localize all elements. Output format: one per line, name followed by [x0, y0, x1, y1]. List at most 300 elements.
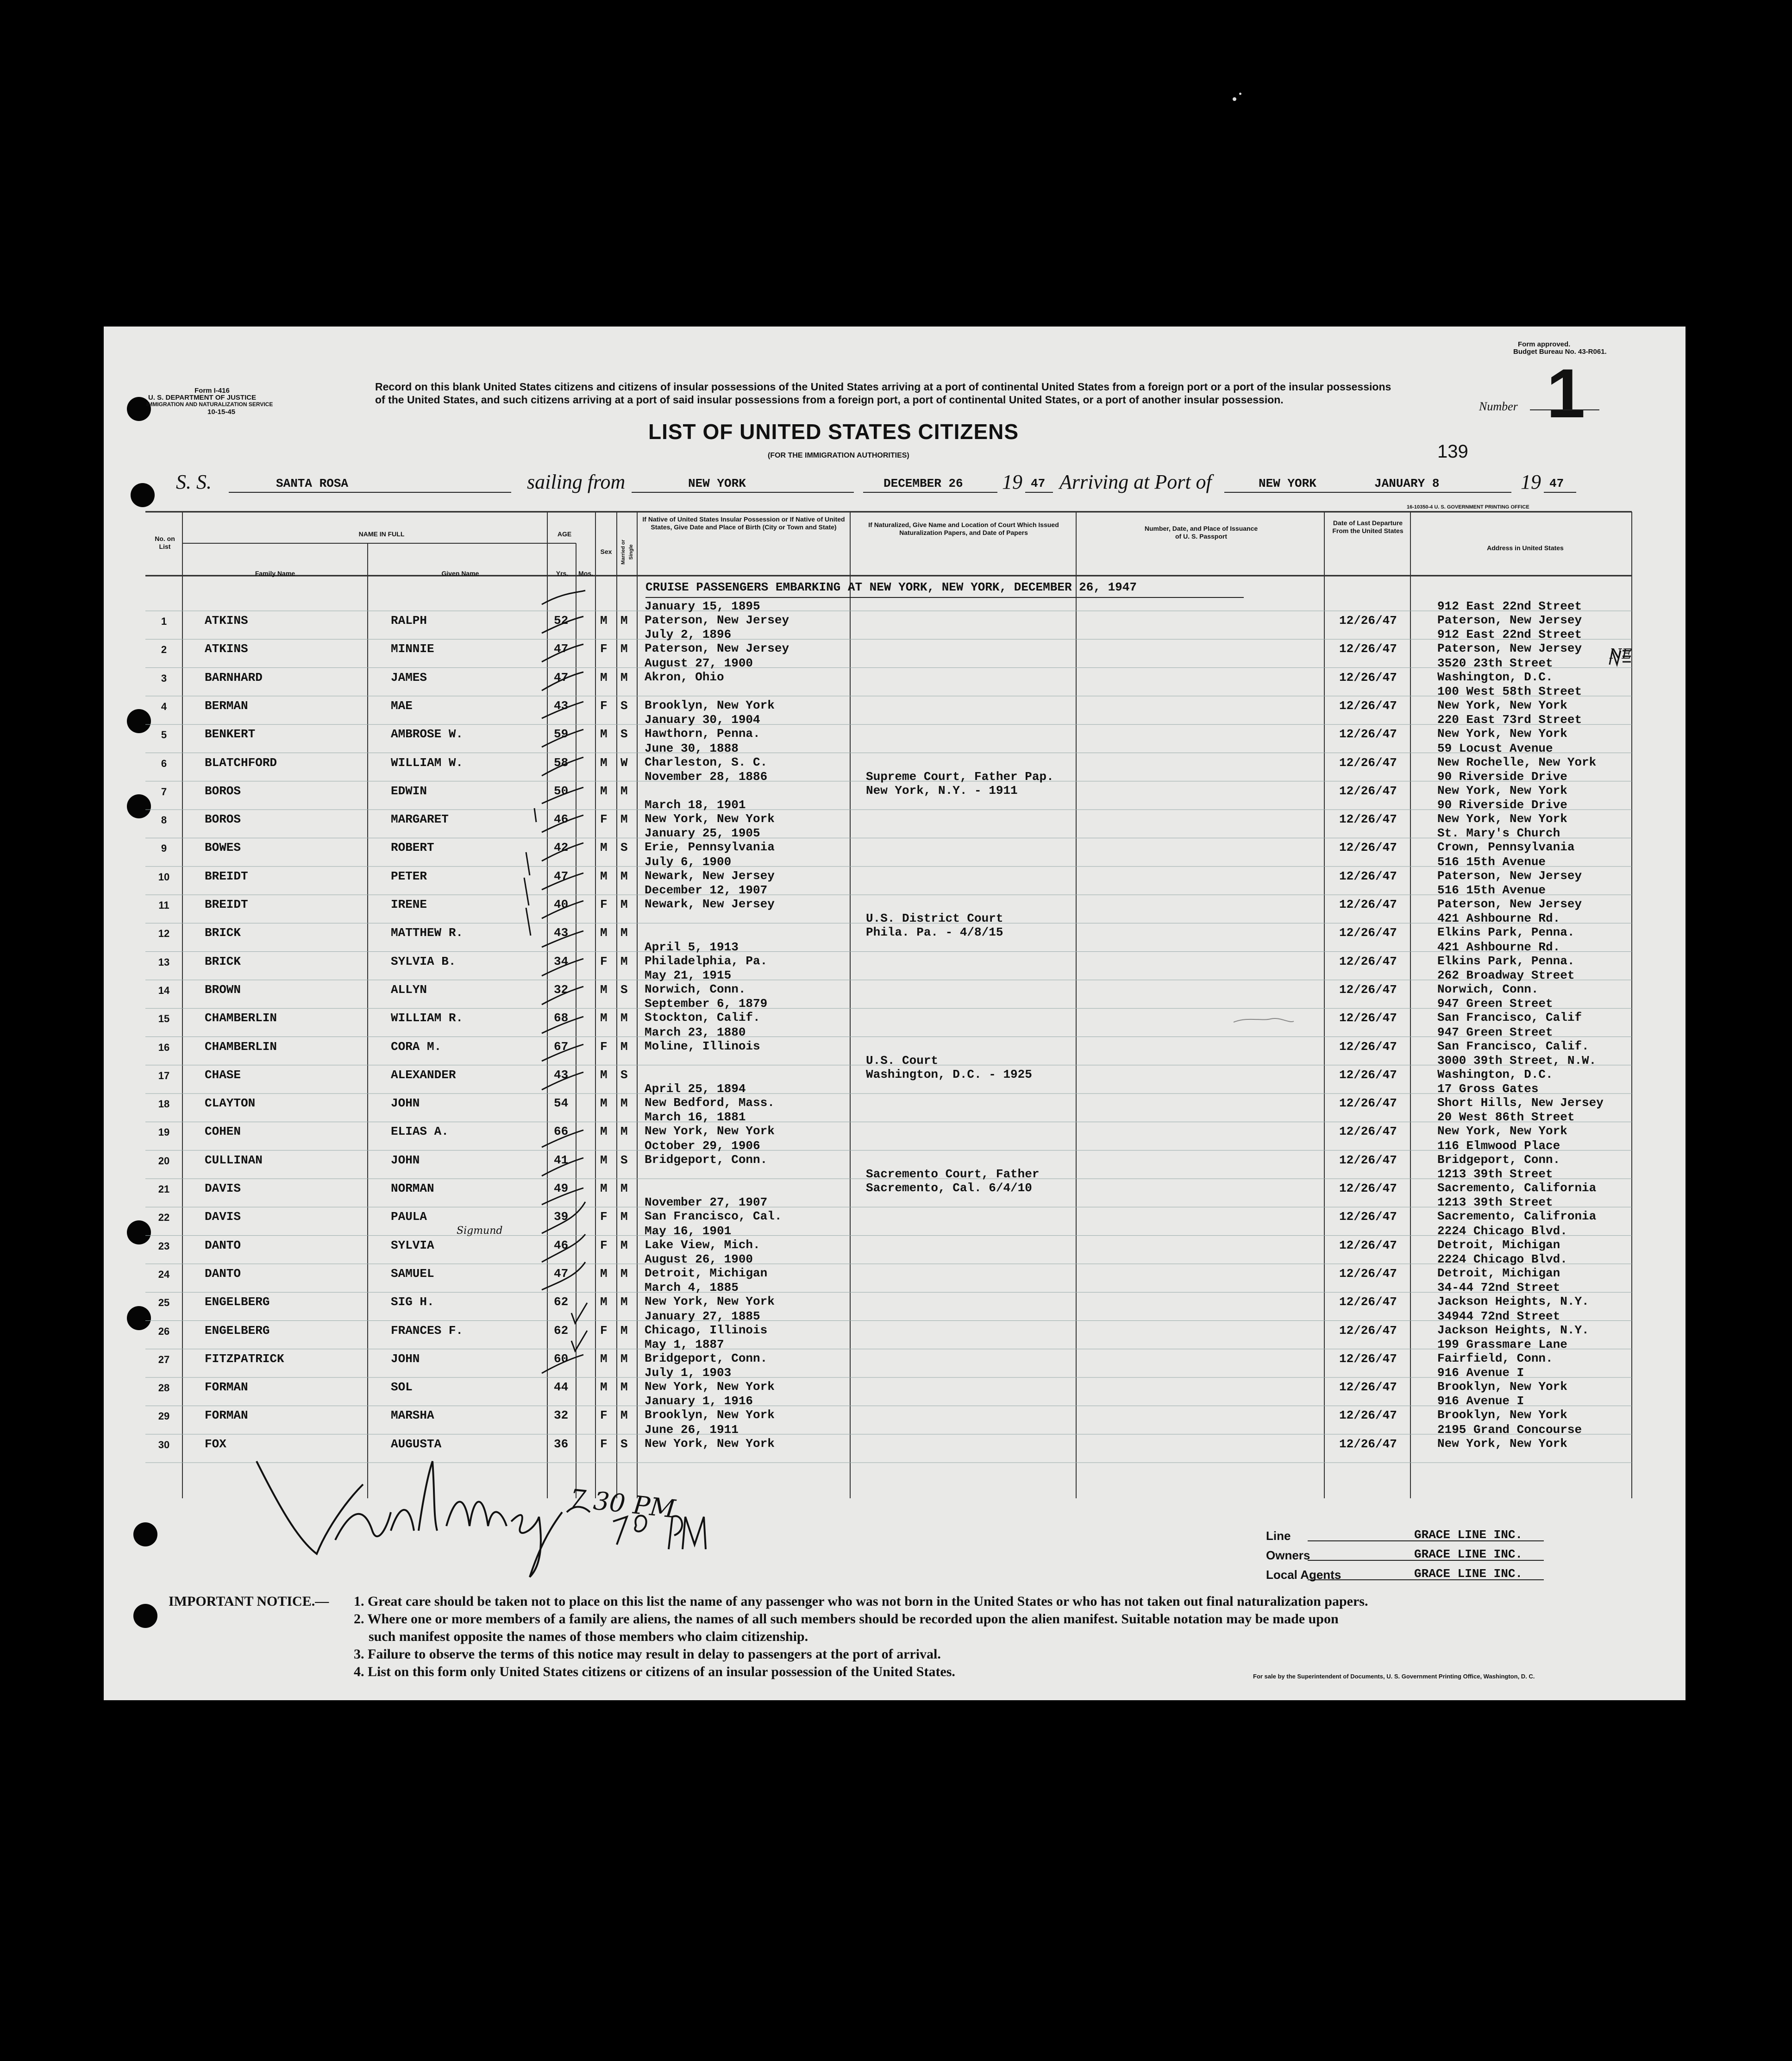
address-street: 17 Gross Gates: [1437, 1082, 1539, 1096]
birth-date: April 25, 1894: [645, 1082, 746, 1096]
row-number: 12: [158, 928, 170, 940]
sex: M: [600, 1266, 608, 1281]
departure-date: 12/26/47: [1339, 1096, 1397, 1111]
line-value: GRACE LINE INC.: [1414, 1528, 1523, 1542]
address-street: 3520 23th Street: [1437, 656, 1553, 670]
birth-place: Lake View, Mich.: [645, 1238, 760, 1252]
col-sex: Sex: [600, 548, 612, 555]
intro-text: Record on this blank United States citizens and citizens of insular possessions of the United States arriving at a port of continental United States from a foreign port or a port of the insular possessions of the United States, and such citizens arriving at a port of said insular possessions from a foreign port, a port of continental United States, or a port of another insular possession.: [375, 381, 1391, 406]
given-name: WILLIAM R.: [391, 1011, 464, 1025]
notice-item: 1. Great care should be taken not to place on this list the name of any passenger who was not born in the United States or who has not taken out final naturalization papers.: [354, 1594, 1368, 1609]
given-name: SIG H.: [391, 1295, 434, 1309]
departure-date: 12/26/47: [1339, 1238, 1397, 1252]
col-married-single: Married or Single: [620, 540, 634, 565]
address-street: 1213 39th Street: [1437, 1195, 1553, 1210]
age-years: 46: [554, 812, 569, 827]
birth-date: April 5, 1913: [645, 940, 739, 954]
notice-item: such manifest opposite the names of those members who claim citizenship.: [369, 1629, 808, 1644]
birth-date: July 2, 1896: [645, 628, 732, 642]
family-name: DAVIS: [205, 1210, 241, 1224]
given-name: MARSHA: [391, 1408, 434, 1423]
sex: M: [600, 755, 608, 770]
marital-status: M: [620, 898, 628, 911]
marital-status: W: [620, 755, 628, 770]
arrival-date: JANUARY 8: [1374, 477, 1440, 490]
handwritten-ne: NE: [1610, 646, 1632, 662]
sex: F: [600, 1408, 608, 1423]
sex: F: [600, 698, 608, 713]
given-name: NORMAN: [391, 1181, 434, 1195]
address-city: Brooklyn, New York: [1437, 1380, 1567, 1394]
sex: F: [600, 898, 608, 911]
row-number: 24: [158, 1268, 170, 1280]
row-number: 21: [158, 1183, 170, 1195]
row-number: 28: [158, 1382, 170, 1394]
sex: M: [600, 727, 608, 741]
marital-status: M: [620, 954, 628, 968]
row-number: 30: [158, 1439, 170, 1451]
address-city: Brooklyn, New York: [1437, 1408, 1567, 1422]
age-years: 46: [554, 1238, 569, 1252]
departure-date: 12/26/47: [1339, 1210, 1397, 1224]
number-value: 1: [1547, 354, 1585, 432]
address-street: 916 Avenue I: [1437, 1366, 1524, 1380]
address-street: 20 West 86th Street: [1437, 1110, 1575, 1125]
departure-date: 12/26/47: [1339, 670, 1397, 685]
family-name: BOROS: [205, 784, 241, 798]
given-name: MATTHEW R.: [391, 926, 464, 940]
birth-place: New York, New York: [645, 1436, 775, 1451]
address-city: San Francisco, Calif.: [1437, 1039, 1589, 1053]
family-name: ATKINS: [205, 614, 248, 628]
address-city: Washington, D.C.: [1437, 670, 1553, 684]
agents-label: Local Agents: [1266, 1568, 1341, 1582]
address-city: Elkins Park, Penna.: [1437, 954, 1575, 968]
address-street: 2195 Grand Concourse: [1437, 1422, 1582, 1437]
address-street: 516 15th Avenue: [1437, 855, 1546, 869]
birth-date: January 27, 1885: [645, 1309, 760, 1323]
address-city: Jackson Heights, N.Y.: [1437, 1294, 1589, 1309]
sex: M: [600, 1380, 608, 1395]
address-street: 90 Riverside Drive: [1437, 769, 1567, 784]
sex: M: [600, 1125, 608, 1139]
marital-status: S: [620, 1437, 628, 1451]
address-city: Detroit, Michigan: [1437, 1238, 1560, 1252]
family-name: ENGELBERG: [205, 1323, 270, 1338]
sex: F: [600, 812, 608, 827]
birth-date: September 6, 1879: [645, 997, 768, 1011]
address-street: 516 15th Avenue: [1437, 883, 1546, 897]
col-name-in-full: NAME IN FULL: [358, 530, 405, 538]
marital-status: S: [620, 1068, 628, 1082]
handwritten-sigmund: Sigmund: [457, 1225, 503, 1237]
row-number: 5: [161, 729, 167, 741]
sex: M: [600, 1096, 608, 1111]
birth-place: New York, New York: [645, 1124, 775, 1138]
owners-label: Owners: [1266, 1548, 1310, 1562]
departure-date: 12/26/47: [1339, 755, 1397, 770]
address-city: New York, New York: [1437, 727, 1567, 741]
section-heading: CRUISE PASSENGERS EMBARKING AT NEW YORK, NEW YORK, DECEMBER 26, 1947: [645, 580, 1137, 594]
birth-place: Newark, New Jersey: [645, 868, 775, 883]
departure-date: 12/26/47: [1339, 1011, 1397, 1025]
departure-date: 12/26/47: [1339, 841, 1397, 855]
address-city: New York, New York: [1437, 698, 1567, 712]
given-name: PAULA: [391, 1210, 427, 1224]
birth-date: March 18, 1901: [645, 798, 746, 812]
family-name: FITZPATRICK: [205, 1351, 284, 1366]
marital-status: M: [620, 1039, 628, 1054]
address-street: St. Mary's Church: [1437, 826, 1560, 841]
sex: F: [600, 1323, 608, 1338]
family-name: ENGELBERG: [205, 1295, 270, 1309]
birth-date: January 30, 1904: [645, 713, 760, 727]
birth-place: New York, New York: [645, 1294, 775, 1309]
address-city: Paterson, New Jersey: [1437, 613, 1582, 627]
address-street: 912 East 22nd Street: [1437, 599, 1582, 613]
address-city: Paterson, New Jersey: [1437, 641, 1582, 656]
ss-label: S. S.: [176, 471, 212, 493]
age-years: 62: [554, 1323, 569, 1338]
birth-place: Brooklyn, New York: [645, 698, 775, 712]
sex: F: [600, 954, 608, 968]
notice-item: 3. Failure to observe the terms of this notice may result in delay to passengers at the port of arrival.: [354, 1646, 941, 1662]
departure-date: 12/26/47: [1339, 614, 1397, 628]
dust-speck: [1239, 93, 1241, 95]
given-name: MARGARET: [391, 812, 449, 827]
family-name: BROWN: [205, 982, 241, 997]
age-years: 34: [554, 954, 569, 968]
departure-date: 12/26/47: [1339, 926, 1397, 940]
row-number: 2: [161, 644, 167, 656]
row-number: 29: [158, 1410, 170, 1422]
family-name: BLATCHFORD: [205, 755, 277, 770]
age-years: 39: [554, 1210, 569, 1224]
age-years: 43: [554, 698, 569, 713]
marital-status: M: [620, 1408, 628, 1423]
number-label: Number: [1479, 400, 1518, 413]
sex: M: [600, 1068, 608, 1082]
marital-status: M: [620, 670, 628, 685]
departure-date: 12/26/47: [1339, 1408, 1397, 1423]
given-name: WILLIAM W.: [391, 755, 464, 770]
departure-date: 12/26/47: [1339, 698, 1397, 713]
family-name: BREIDT: [205, 898, 248, 911]
family-name: FORMAN: [205, 1408, 248, 1423]
given-name: EDWIN: [391, 784, 427, 798]
birth-place: Hawthorn, Penna.: [645, 727, 760, 741]
dust-speck: [1233, 97, 1236, 101]
address-street: 59 Locust Avenue: [1437, 741, 1553, 755]
age-years: 36: [554, 1437, 569, 1451]
address-city: New York, New York: [1437, 1124, 1567, 1138]
address-street: 34-44 72nd Street: [1437, 1281, 1560, 1295]
col-given-name: Given Name: [441, 570, 479, 577]
marital-status: M: [620, 614, 628, 628]
departure-date: 12/26/47: [1339, 727, 1397, 741]
given-name: RALPH: [391, 614, 427, 628]
family-name: BARNHARD: [205, 670, 263, 685]
address-city: Crown, Pennsylvania: [1437, 840, 1575, 855]
birth-date: January 15, 1895: [645, 599, 760, 613]
address-street: 2224 Chicago Blvd.: [1437, 1252, 1567, 1266]
birth-place: Philadelphia, Pa.: [645, 954, 768, 968]
sex: F: [600, 1437, 608, 1451]
sex: F: [600, 1210, 608, 1224]
age-years: 43: [554, 1068, 569, 1082]
birth-date: May 16, 1901: [645, 1224, 732, 1238]
sex: M: [600, 982, 608, 997]
birth-date: July 1, 1903: [645, 1366, 732, 1380]
notice-heading: IMPORTANT NOTICE.—: [169, 1594, 329, 1609]
given-name: ALEXANDER: [391, 1068, 456, 1082]
departure-date: 12/26/47: [1339, 1323, 1397, 1338]
marital-status: S: [620, 1153, 628, 1167]
col-age: AGE: [557, 530, 572, 538]
address-city: Norwich, Conn.: [1437, 982, 1539, 996]
sex: M: [600, 841, 608, 855]
address-city: New York, New York: [1437, 812, 1567, 826]
form-id: Form I-416: [194, 387, 230, 395]
address-city: Elkins Park, Penna.: [1437, 925, 1575, 940]
given-name: ROBERT: [391, 841, 434, 855]
col-passport: Number, Date, and Place of Issuance of U. S. Passport: [1144, 525, 1258, 540]
family-name: DANTO: [205, 1266, 241, 1281]
from-year: 47: [1031, 477, 1046, 490]
given-name: JOHN: [391, 1351, 420, 1366]
birth-place: Norwich, Conn.: [645, 982, 746, 996]
notice-item: 4. List on this form only United States citizens or citizens of an insular possession of the United States.: [354, 1664, 955, 1679]
sailing-label: sailing from: [527, 471, 626, 493]
birth-date: March 16, 1881: [645, 1110, 746, 1125]
row-number: 25: [158, 1297, 170, 1309]
marital-status: S: [620, 698, 628, 713]
naturalization-court: U.S. Court: [866, 1053, 939, 1068]
arriving-label: Arriving at Port of: [1059, 471, 1212, 493]
age-years: 43: [554, 926, 569, 940]
address-street: 947 Green Street: [1437, 1025, 1553, 1039]
col-naturalized: If Naturalized, Give Name and Location of Court Which Issued Naturalization Papers, and Date of Papers: [868, 521, 1059, 536]
page-title: LIST OF UNITED STATES CITIZENS: [648, 420, 1019, 444]
naturalization-court: Supreme Court, Father Pap.: [866, 769, 1054, 784]
birth-place: Akron, Ohio: [645, 670, 724, 684]
sex: M: [600, 670, 608, 685]
marital-status: S: [620, 982, 628, 997]
address-city: New Rochelle, New York: [1437, 755, 1597, 769]
family-name: BENKERT: [205, 727, 256, 741]
given-name: SYLVIA B.: [391, 954, 456, 968]
age-years: 58: [554, 755, 569, 770]
departure-date: 12/26/47: [1339, 869, 1397, 883]
agents-value: GRACE LINE INC.: [1414, 1567, 1523, 1581]
printer-code: 16-10350-4 U. S. GOVERNMENT PRINTING OFFICE: [1407, 504, 1529, 510]
marital-status: M: [620, 1011, 628, 1025]
address-city: San Francisco, Calif: [1437, 1011, 1582, 1025]
sex: F: [600, 642, 608, 656]
naturalization-court: U.S. District Court: [866, 911, 1003, 926]
sex: F: [600, 1039, 608, 1054]
age-years: 32: [554, 982, 569, 997]
row-number: 16: [158, 1041, 170, 1053]
given-name: SAMUEL: [391, 1266, 434, 1281]
departure-date: 12/26/47: [1339, 1380, 1397, 1395]
address-city: Paterson, New Jersey: [1437, 868, 1582, 883]
sale-line: For sale by the Superintendent of Documents, U. S. Government Printing Office, Washington, D. C.: [1253, 1673, 1535, 1680]
age-years: 50: [554, 784, 569, 798]
address-city: Detroit, Michigan: [1437, 1266, 1560, 1280]
birth-place: Detroit, Michigan: [645, 1266, 768, 1280]
marital-status: M: [620, 1380, 628, 1395]
address-street: 220 East 73rd Street: [1437, 713, 1582, 727]
row-number: 19: [158, 1126, 170, 1138]
age-years: 67: [554, 1039, 569, 1054]
birth-date: June 26, 1911: [645, 1422, 739, 1437]
address-street: 421 Ashbourne Rd.: [1437, 940, 1560, 954]
address-city: Washington, D.C.: [1437, 1067, 1553, 1081]
family-name: BERMAN: [205, 698, 248, 713]
age-years: 44: [554, 1380, 569, 1395]
birth-date: January 25, 1905: [645, 826, 760, 841]
address-street: 2224 Chicago Blvd.: [1437, 1224, 1567, 1238]
col-birth: If Native of United States Insular Possession or If Native of United States, Give Date and Place of Birth (City or Town and State): [642, 515, 845, 531]
departure-date: 12/26/47: [1339, 1351, 1397, 1366]
birth-place: Moline, Illinois: [645, 1039, 760, 1053]
age-years: 66: [554, 1125, 569, 1139]
address-street: 90 Riverside Drive: [1437, 798, 1567, 812]
address-city: Paterson, New Jersey: [1437, 897, 1582, 911]
marital-status: M: [620, 1266, 628, 1281]
row-number: 17: [158, 1069, 170, 1081]
departure-date: 12/26/47: [1339, 1266, 1397, 1281]
marital-status: M: [620, 1238, 628, 1252]
col-no-on-list: No. on List: [155, 535, 175, 550]
given-name: MAE: [391, 698, 413, 713]
age-years: 49: [554, 1181, 569, 1195]
birth-date: July 6, 1900: [645, 855, 732, 869]
family-name: ATKINS: [205, 642, 248, 656]
given-name: PETER: [391, 869, 427, 883]
page-subtitle: (FOR THE IMMIGRATION AUTHORITIES): [768, 452, 909, 459]
row-number: 13: [158, 956, 170, 968]
birth-place: Newark, New Jersey: [645, 897, 775, 911]
sex: M: [600, 1295, 608, 1309]
birth-date: August 26, 1900: [645, 1252, 753, 1266]
manifest-page: [104, 327, 1685, 1700]
family-name: FORMAN: [205, 1380, 248, 1395]
departure-date: 12/26/47: [1339, 812, 1397, 827]
row-number: 8: [161, 814, 167, 826]
birth-date: November 27, 1907: [645, 1195, 768, 1210]
family-name: BOROS: [205, 812, 241, 827]
address-street: 100 West 58th Street: [1437, 684, 1582, 698]
marital-status: M: [620, 1210, 628, 1224]
birth-place: San Francisco, Cal.: [645, 1209, 782, 1224]
age-years: 47: [554, 670, 569, 685]
sex: M: [600, 1181, 608, 1195]
address-city: Sacremento, California: [1437, 1181, 1597, 1195]
birth-place: Paterson, New Jersey: [645, 613, 789, 627]
family-name: DAVIS: [205, 1181, 241, 1195]
sex: F: [600, 1238, 608, 1252]
row-number: 10: [158, 871, 170, 883]
family-name: FOX: [205, 1437, 226, 1451]
given-name: ALLYN: [391, 982, 427, 997]
age-years: 32: [554, 1408, 569, 1423]
family-name: CLAYTON: [205, 1096, 256, 1111]
birth-date: March 23, 1880: [645, 1025, 746, 1039]
marital-status: M: [620, 1181, 628, 1195]
age-years: 40: [554, 898, 569, 911]
arrival-year: 47: [1549, 477, 1564, 490]
naturalization-place-date: Phila. Pa. - 4/8/15: [866, 925, 1003, 940]
departure-date: 12/26/47: [1339, 1437, 1397, 1451]
address-city: Jackson Heights, N.Y.: [1437, 1323, 1589, 1337]
row-number: 4: [161, 700, 167, 712]
address-street: 947 Green Street: [1437, 997, 1553, 1011]
age-years: 54: [554, 1096, 569, 1111]
row-number: 14: [158, 984, 170, 996]
given-name: AMBROSE W.: [391, 727, 464, 741]
address-street: 262 Broadway Street: [1437, 968, 1575, 982]
birth-date: October 29, 1906: [645, 1138, 760, 1153]
marital-status: M: [620, 1295, 628, 1309]
year-prefix: 19: [1002, 471, 1022, 493]
age-years: 42: [554, 841, 569, 855]
departure-date: 12/26/47: [1339, 982, 1397, 997]
birth-date: March 4, 1885: [645, 1281, 739, 1295]
row-number: 18: [158, 1098, 170, 1110]
marital-status: S: [620, 727, 628, 741]
given-name: AUGUSTA: [391, 1437, 442, 1451]
address-street: 3000 39th Street, N.W.: [1437, 1053, 1597, 1068]
row-number: 22: [158, 1212, 170, 1224]
departure-date: 12/26/47: [1339, 1039, 1397, 1054]
age-years: 47: [554, 1266, 569, 1281]
handwritten-time: 7 30 PM: [568, 1483, 677, 1524]
sex: M: [600, 1011, 608, 1025]
age-years: 47: [554, 642, 569, 656]
family-name: BOWES: [205, 841, 241, 855]
address-street: 912 East 22nd Street: [1437, 628, 1582, 642]
address-street: 1213 39th Street: [1437, 1167, 1553, 1181]
birth-date: December 12, 1907: [645, 883, 768, 897]
given-name: CORA M.: [391, 1039, 442, 1054]
departure-date: 12/26/47: [1339, 784, 1397, 798]
birth-place: New Bedford, Mass.: [645, 1096, 775, 1110]
marital-status: M: [620, 926, 628, 940]
given-name: ELIAS A.: [391, 1125, 449, 1139]
age-years: 60: [554, 1351, 569, 1366]
col-yrs: Yrs.: [556, 570, 569, 577]
departure-date: 12/26/47: [1339, 1153, 1397, 1167]
family-name: BREIDT: [205, 869, 248, 883]
birth-date: June 30, 1888: [645, 741, 739, 755]
address-city: Short Hills, New Jersey: [1437, 1096, 1604, 1110]
arrival-port: NEW YORK: [1259, 477, 1316, 490]
departure-date: 12/26/47: [1339, 1295, 1397, 1309]
sex: M: [600, 926, 608, 940]
marital-status: M: [620, 784, 628, 798]
departure-date: 12/26/47: [1339, 1068, 1397, 1082]
given-name: JOHN: [391, 1153, 420, 1167]
approval-line: Budget Bureau No. 43-R061.: [1513, 348, 1607, 356]
approval-line: Form approved.: [1518, 340, 1571, 348]
address-city: Fairfield, Conn.: [1437, 1351, 1553, 1365]
family-name: COHEN: [205, 1125, 241, 1139]
given-name: JAMES: [391, 670, 427, 685]
marital-status: M: [620, 812, 628, 827]
address-city: New York, New York: [1437, 783, 1567, 798]
